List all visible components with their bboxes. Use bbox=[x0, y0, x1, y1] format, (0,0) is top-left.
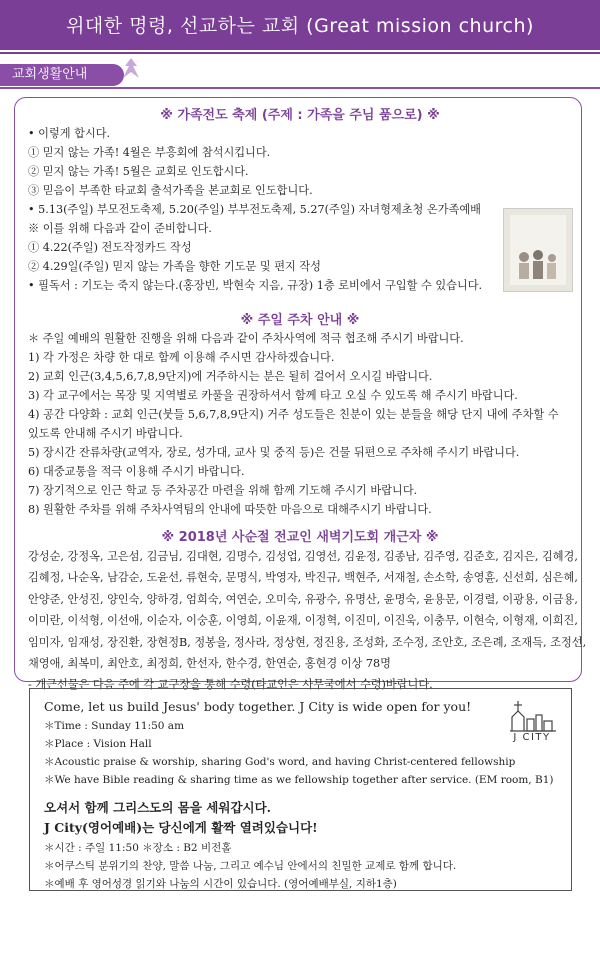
section-tab-label: 교회생활안내 bbox=[12, 67, 88, 82]
gift-note: - 개근선물은 다음 주에 각 교구장을 통해 수령(타교인은 사무국에서 수령)바랍니다. bbox=[28, 678, 433, 692]
list-item: ＊Acoustic praise & worship, sharing God's word, and having Christ-centered fellowship bbox=[44, 756, 516, 768]
list-item: • 필독서 : 기도는 죽지 않는다.(홍장빈, 박현숙 지음, 규장) 1층 로비에서 구입할 수 있습니다. bbox=[28, 279, 483, 292]
list-item: ③ 믿음이 부족한 타교회 출석가족을 본교회로 인도합니다. bbox=[28, 184, 313, 197]
book-cover-image bbox=[503, 208, 573, 292]
list-item: 3) 각 교구에서는 목장 및 지역별로 카풀을 권장하셔서 함께 타고 오실 수 있도록 해 주시기 바랍니다. bbox=[28, 389, 518, 402]
list-item: 4) 공간 다양화 : 교회 인근(붓들 5,6,7,8,9단지) 거주 성도들은 친분이 있는 분들을 해당 단지 내에 주차할 수 bbox=[28, 408, 559, 421]
list-item: ＊예배 후 영어성경 읽기와 나눔의 시간이 있습니다. (영어예배부실, 지하1층) bbox=[44, 878, 397, 890]
tab-divider bbox=[0, 87, 600, 89]
jcity-english-heading: Come, let us build Jesus' body together. J City is wide open for you! bbox=[44, 699, 472, 714]
name-row: 강성순, 강정옥, 고은섬, 김금님, 김대현, 김명수, 김성업, 김영선, 김윤정, 김종남, 김주영, 김준호, 김지은, 김혜경, bbox=[28, 550, 578, 563]
list-item: ＊시간 : 주일 11:50 ＊장소 : B2 비전홀 bbox=[44, 842, 232, 854]
list-item: 5) 장시간 잔류차량(교역자, 장로, 성가대, 교사 및 중직 등)은 건물 뒤편으로 주차해 주시기 바랍니다. bbox=[28, 446, 520, 459]
section-title-family-evangelism: ※ 가족전도 축제 (주제 : 가족을 주님 품으로) ※ bbox=[160, 108, 440, 123]
name-row: 임미자, 임재성, 장진환, 장현정B, 정봉을, 정사라, 정상현, 정진용, 조성화, 조수정, 조안호, 조은례, 조재득, 조정선, bbox=[28, 635, 587, 649]
list-item: ② 4.29일(주일) 믿지 않는 가족을 향한 기도문 및 편지 작성 bbox=[28, 260, 321, 273]
name-row: 김혜정, 나순옥, 남감순, 도윤선, 류현숙, 문명식, 박영자, 박진규, 백현주, 서재철, 손소학, 송영휸, 신선희, 심은혜, bbox=[28, 571, 578, 585]
list-item: 7) 장기적으로 인근 학교 등 주차공간 마련을 위해 함께 기도해 주시기 바랍니다. bbox=[28, 484, 418, 497]
ribbon-icon bbox=[120, 56, 142, 82]
list-item: ＊어쿠스틱 분위기의 찬양, 말씀 나눔, 그리고 예수님 안에서의 친밀한 교제로 함께 합니다. bbox=[44, 860, 457, 872]
jcity-logo-text: J CITY bbox=[513, 732, 551, 743]
section-title-parking: ※ 주일 주차 안내 ※ bbox=[240, 313, 360, 328]
list-item: • 5.13(주일) 부모전도축제, 5.20(주일) 부부전도축제, 5.27(주일) 자녀형제초청 온가족예배 bbox=[28, 203, 481, 216]
name-row: 채영애, 최복미, 최안호, 최정희, 한선자, 한수경, 한연순, 홍현경 이상 78명 bbox=[28, 657, 391, 671]
list-item: 2) 교회 인근(3,4,5,6,7,8,9단지)에 거주하시는 분은 될히 걸어서 오시길 바랍니다. bbox=[28, 370, 433, 383]
list-item: 6) 대중교통을 적극 이용해 주시기 바랍니다. bbox=[28, 465, 245, 478]
name-row: 안양준, 안성진, 양인숙, 양하경, 엄희숙, 여연순, 오미숙, 유광수, 유명산, 윤명숙, 윤용문, 이경렬, 이광용, 이금용, bbox=[28, 592, 578, 606]
list-item: ① 믿지 않는 가족! 4월은 부흥회에 참석시킵니다. bbox=[28, 146, 271, 159]
header-banner bbox=[0, 0, 600, 50]
list-item: ① 4.22(주일) 전도작정카드 작성 bbox=[28, 241, 192, 254]
list-item: ＊Place : Vision Hall bbox=[44, 738, 152, 750]
list-item: 8) 원활한 주차를 위해 주차사역팀의 안내에 따뜻한 마음으로 대해주시기 바랍니다. bbox=[28, 503, 432, 516]
list-item: • 이렇게 합시다. bbox=[28, 127, 111, 140]
list-item: 1) 각 가정은 차량 한 대로 함께 이용해 주시면 감사하겠습니다. bbox=[28, 351, 335, 364]
section-tab bbox=[0, 64, 124, 86]
section-title-prayer-attendance: ※ 2018년 사순절 전교인 새벽기도회 개근자 ※ bbox=[161, 530, 439, 545]
attendee-names bbox=[28, 546, 587, 696]
header-divider bbox=[0, 52, 600, 54]
list-item: ② 믿지 않는 가족! 5월은 교회로 인도합시다. bbox=[28, 165, 249, 178]
jcity-korean-heading-2: J City(영어예배)는 당신에게 활짝 열려있습니다! bbox=[44, 820, 318, 835]
page-title: 위대한 명령, 선교하는 교회 (Great mission church) bbox=[66, 15, 534, 37]
list-item: ＊Time : Sunday 11:50 am bbox=[44, 720, 185, 732]
list-item: 있도록 안내해 주시기 바랍니다. bbox=[28, 427, 183, 440]
name-row: 이미란, 이석형, 이선애, 이순자, 이숭훈, 이영희, 이윤재, 이정혁, 이진미, 이진욱, 이충무, 이현숙, 이형재, 이희진, bbox=[28, 614, 578, 628]
jcity-korean-heading-1: 오셔서 함께 그리스도의 몸을 세워갑시다. bbox=[44, 800, 272, 815]
list-item: ＊We have Bible reading & sharing time as we fellowship together after service. (EM room, B1) bbox=[44, 774, 554, 786]
list-item: ＊ 주일 예배의 원활한 진행을 위해 다음과 같이 주차사역에 적극 협조해 주시기 바랍니다. bbox=[28, 332, 464, 345]
family-illustration-icon bbox=[514, 243, 562, 283]
list-item: ※ 이를 위해 다음과 같이 준비합니다. bbox=[28, 222, 212, 235]
